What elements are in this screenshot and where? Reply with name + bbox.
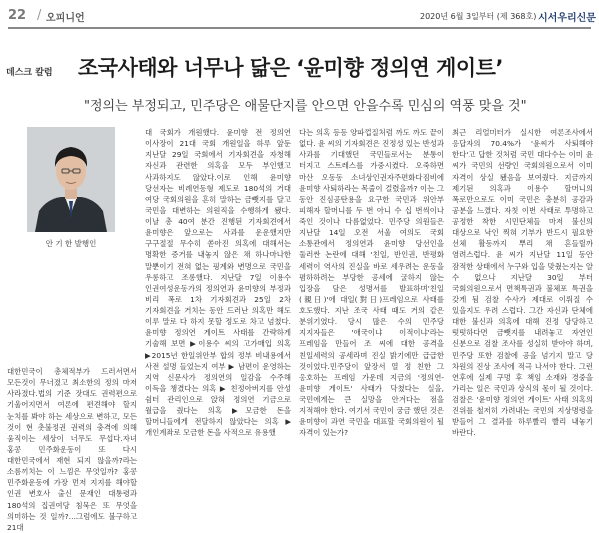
article-column-2: [145, 127, 291, 519]
article-column-1: [7, 366, 137, 532]
category-tag: 데스크 칼럼: [6, 68, 53, 78]
column-text: 대 국회가 개원했다. 윤미향 전 정의연 이사장이 21대 국회 개원일을 하루 앞둔 지난달 29일 국회에서 기자회견을 자청해 자신과 관련한 의혹을 모두 부인했고 사과하지도 않았다.이로 인해 윤미향 당선자는 비례연동형 제도로 180석의 거대 여당 국회의원을 흔히 말하는 금뺏지를 달고 국민을 대변하는 의원직을 수행하게 됐다. 이날 총 40여 분간 진행된 기자회견에서 윤미향은 앞으로는 사과를 운운했지만 구구절절 무수히 쏟아진 의혹에 대해서는 명확한 증거를 내놓지 않은 채 하나마나한 말뿐이기 전혀 없는 핑계와 변명으로 국민을 우롱하고 조롱했다. 지난달 7일 이용수 인권여성운동가의 정의연과 윤미향의 부정과 비리 폭로 1차 기자회견과 25일 2차 기자회견을 거치는 동안 드러난 의혹만 해도 이루 말로 다 하지 못할 정도로 차고 넘쳤다. 윤미향 정의연 게이트 사태를 간략하게 기술해 보면 ▶이용수 씨의 고가매입 의혹 ▶2015년 한일위안부 합의 정부 비내용에서 사전 설명 들었는지 여부 ▶ 남편이 운영하는 지역 신문사가 정의연의 일감을 수주해 이득을 챙겼다는 의혹 ▶ 친정아버지를 안성 쉼터 관리인으로 앉혀 정의연 기금으로 월급을 줬다는 의혹 ▶모금한 돈을 할머니들에게 전달하지 않았다는 의혹 ▶ 개인계좌로 모금한 돈을 사적으로 유용했: [145, 128, 291, 438]
header-rule: [8, 27, 591, 29]
header-separator: /: [37, 8, 42, 23]
publication-name: 시서우리신문: [538, 13, 596, 24]
page-number: 22: [8, 8, 27, 23]
column-text: 대한민국이 총체적부가 드러서면서 모든것이 무너졌고 최소한의 정의 마저 사라졌다.법의 기준 잣대도 권력편으로 기울어지면서 여론에 편견해야 할지 눈치를 봐야 하는 세상으로 변하고, 모든 것이 현 촛불정권 권력의 충격에 의해 움직이는 세상이 너무도 무섭다.자녀 홍콩 민주화운동이 또 다시 대한민국에서 재현 되지 않을까?라는 소름끼치는 이 느낌은 무엇일까? 홍콩 민주화운동에 가장 먼저 지지를 해야할 인권 변호사 출신 문재인 대통령과 180석의 집권여당 침묵은 또 무엇을 의미하는 것 일까?…그럼에도 불구하고 21대: [7, 367, 137, 532]
column-text: 다는 의혹 등등 양파껍질처럼 까도 까도 끝이 없다. 윤 씨의 기자회견은 진정성 있는 반성과 사과를 기대했던 국민들로서는 분통이 터지고 스트레스를 가중시켰다. 오죽하면 마산 오동동 소녀상인권자주편화다짐비에 윤미향 사퇴하라는 목줄이 걸렸을까? 이는 그 동안 진심공탄용을 요구한 국민과 위안부 피해자 할머니를 두 번 아니 수 십 번씩이나 죽인 것이나 다름없었다. 민주당 의원들은 지난달 14일 오전 서울 여의도 국회 소통관에서 정의연과 윤미향 당선인을 둘러싼 논란에 대해 '친일, 반인권, 반평화 세력이 역사의 진실을 바로 세우려는 운동을 폄하하려는 부당한 공세에 굴하지 않는 입장을 담은 성명서를 발표하며'친일(親日)'에 대일(對日)프레임으로 사태를 호도했다. 지난 조국 사태 때도 거의 같은 분위기였다. 당시 많은 수의 민주당 지지자들은 '애국이냐 이적이냐'라는 프레임을 만들어 조 씨에 대한 공격을 친일세력의 공세라며 진실 밝기에만 급급한 것이었다.민주당이 앞장서 열 정 친한 그 옹호하는 프레임 가운데 지금의 '정의연-윤미향 게이트' 사태가 닥쳤다는 실을, 국민에게는 큰 실망을 안겨다는 점을 지적해야 한다. 여기서 국민이 궁금 했던 것은 윤미향이 과연 국민을 대표할 국회의원이 될 자격이 있는가?: [299, 128, 444, 438]
subheadline: "정의는 부정되고, 민주당은 애물단지를 안으면 안을수록 민심의 역풍 맞을 것": [84, 99, 527, 114]
portrait-image: [27, 127, 115, 232]
section-name: 오피니언: [46, 13, 85, 24]
column-text: 최근 리얼미터가 실시한 여론조사에서 응답자의 70.4%가 '윤씨가 사퇴해야 한다'고 답한 것처럼 국민 대다수는 이미 윤 씨가 국민의 선량인 국회의원으로서 이미 자격이 상실 됐음을 보여줬다. 지금까지 제기된 의혹과 이용수 할머니의 폭로만으로도 이미 국민은 충분히 공감과 공분을 느꼈다. 자칫 이번 사태로 투명하고 공정한 착한 시민단체들 마저 불신의 대상으로 낙인 찍혀 기부가 반드시 필요한 선체 활동까지 뿌리 채 흔들릴까 염려스럽다. 윤 씨가 지난달 11일 동안 잠적한 상태에서 누구와 입을 맞췄는지는 알 수 없으나 지난달 30일 부터 국회의원으로서 면책특권과 불체포 특권을 갖게 됨 검찰 수사가 제대로 이뤄질 수 있을지도 우려 스럽다. 그간 자신과 단체에 대한 불신과 의혹에 대해 진정 당당하고 떳떳하다면 금뺏지를 내려놓고 자연인 신분으로 검찰 조사를 성실히 받아야 하며, 민주당 또한 검찰에 공을 넘기지 말고 당 차원의 진상 조사에 적극 나서야 한다. 그런 연후에 실제 구멍 후 책임 소재와 경중을 가리는 일은 국민과 상식의 몫이 될 것이다. 검찰은 '윤미향 정의연 게이트' 사태 의혹의 진위를 철저히 가려내는 국민의 지상명령을 받들어 그 결과를 하루빨리 빨리 내놓기 바란다.: [452, 128, 593, 438]
author-photo: [27, 127, 115, 232]
photo-caption: 안 기 한 발행인: [45, 239, 97, 248]
article-column-4: [452, 127, 593, 519]
issue-date: 2020년 6월 3일부터 (제 368호): [420, 12, 537, 21]
article-column-3: [299, 127, 444, 519]
headline: 조국사태와 너무나 닮은 ‘윤미향 정의연 게이트’: [78, 56, 503, 80]
